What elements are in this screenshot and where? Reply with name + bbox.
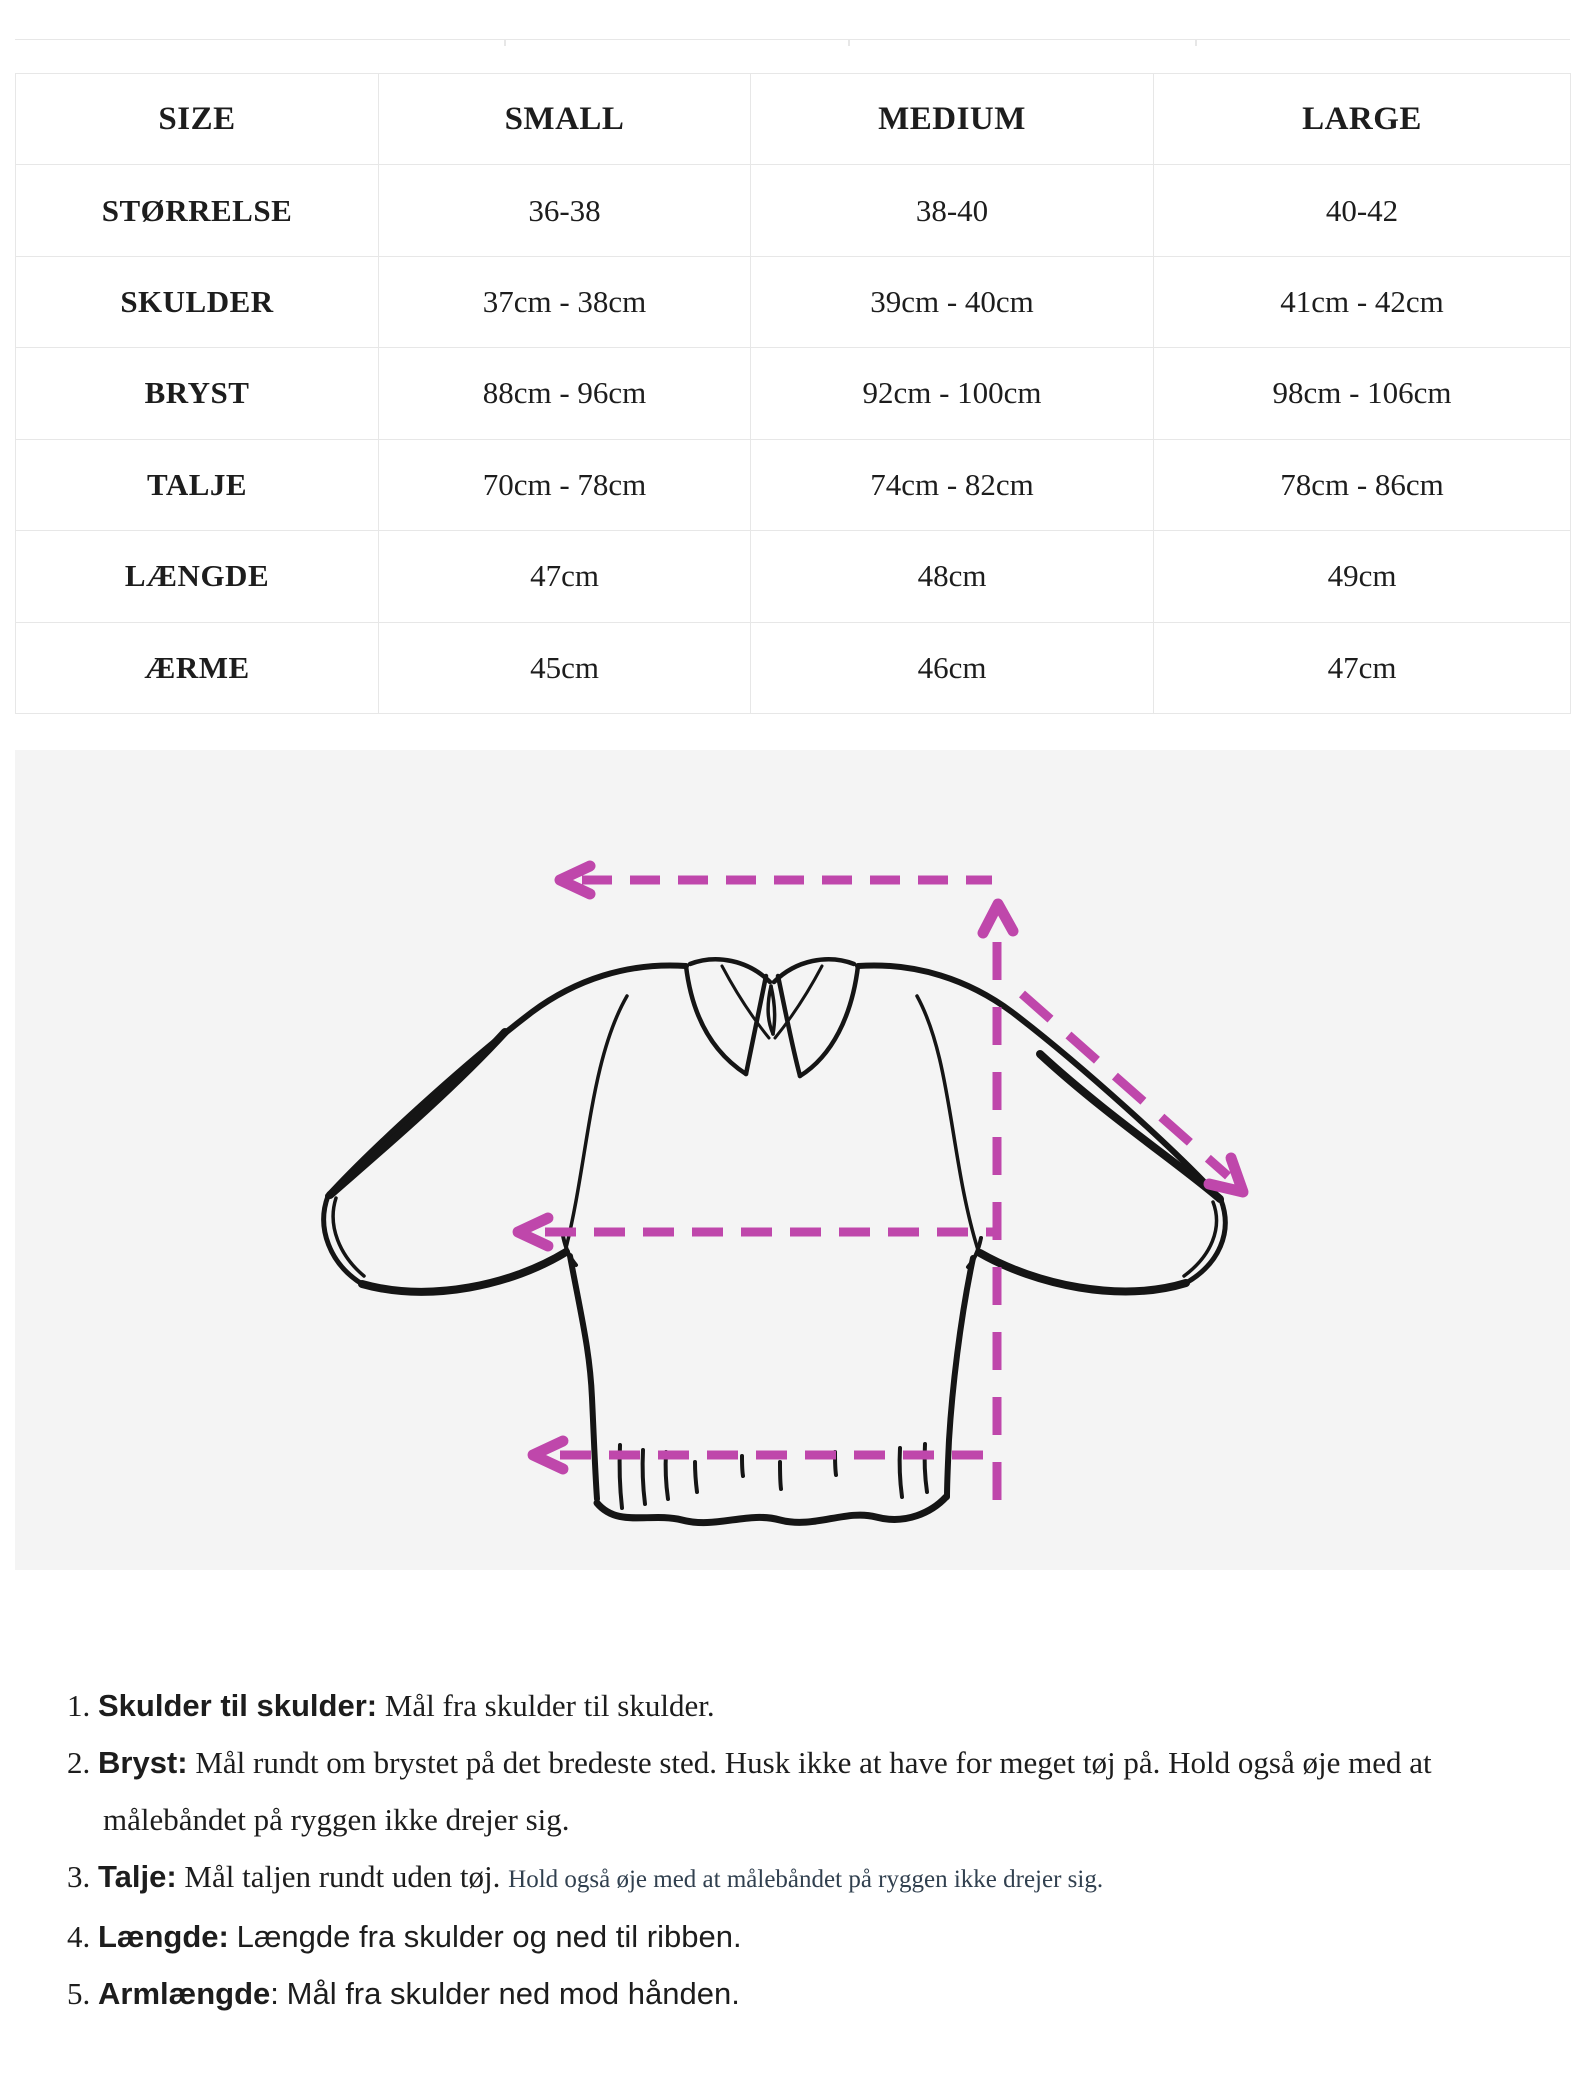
row-label: ÆRME (16, 622, 379, 713)
shoulder-measure-arrow (560, 866, 992, 894)
cell-value: 39cm - 40cm (751, 256, 1154, 347)
header-small: SMALL (379, 74, 751, 165)
cell-value: 46cm (751, 622, 1154, 713)
item-text-continued: målebåndet på ryggen ikke drejer sig. (103, 1802, 570, 1837)
instruction-item-3 (67, 1848, 1527, 1908)
cell-value: 36-38 (379, 165, 751, 256)
instruction-item-2 (67, 1734, 1527, 1848)
table-row (16, 622, 1571, 713)
collar (686, 959, 858, 1076)
chest-measure-arrow (518, 1218, 993, 1246)
cell-value: 38-40 (751, 165, 1154, 256)
table-row (16, 348, 1571, 439)
item-label: Talje: (98, 1859, 177, 1894)
cell-value: 74cm - 82cm (751, 439, 1154, 530)
sweater-diagram (15, 750, 1570, 1570)
instruction-item-5 (67, 1965, 1527, 2022)
item-number: 4. (67, 1919, 91, 1954)
cell-value: 40-42 (1154, 165, 1571, 256)
table-fragment-divider (1195, 40, 1197, 46)
table-row (16, 439, 1571, 530)
item-text: Mål fra skulder ned mod hånden. (286, 1976, 740, 2011)
item-number: 3. (67, 1859, 91, 1894)
item-number: 5. (67, 1976, 91, 2011)
table-row (16, 531, 1571, 622)
cell-value: 41cm - 42cm (1154, 256, 1571, 347)
header-medium: MEDIUM (751, 74, 1154, 165)
cell-value: 98cm - 106cm (1154, 348, 1571, 439)
cell-value: 47cm (379, 531, 751, 622)
sleeve-measure-arrow (1022, 994, 1243, 1192)
cell-value: 49cm (1154, 531, 1571, 622)
sweater-outline (324, 959, 1226, 1522)
item-number: 1. (67, 1688, 91, 1723)
row-label: TALJE (16, 439, 379, 530)
item-label: Armlængde (98, 1976, 271, 2011)
measurement-diagram-panel (15, 750, 1570, 1570)
row-label: STØRRELSE (16, 165, 379, 256)
instruction-item-1 (67, 1677, 1527, 1734)
size-table (15, 73, 1571, 714)
instruction-item-4 (67, 1908, 1527, 1965)
cell-value: 70cm - 78cm (379, 439, 751, 530)
top-table-fragment-border (15, 39, 1570, 40)
item-label: Skulder til skulder: (98, 1688, 378, 1723)
item-label: Længde: (98, 1919, 229, 1954)
row-label: LÆNGDE (16, 531, 379, 622)
header-large: LARGE (1154, 74, 1571, 165)
cell-value: 92cm - 100cm (751, 348, 1154, 439)
table-row (16, 256, 1571, 347)
table-fragment-divider (848, 40, 850, 46)
item-label-colon: : (270, 1976, 279, 2011)
instructions-list (67, 1677, 1527, 2022)
item-text: Længde fra skulder og ned til ribben. (236, 1919, 742, 1954)
table-fragment-divider (504, 40, 506, 46)
item-label: Bryst: (98, 1745, 188, 1780)
item-text: Mål fra skulder til skulder. (384, 1688, 715, 1723)
item-number: 2. (67, 1745, 91, 1780)
cell-value: 45cm (379, 622, 751, 713)
cell-value: 48cm (751, 531, 1154, 622)
item-small-text: Hold også øje med at målebåndet på ryggen ikke drejer sig. (508, 1866, 1104, 1893)
cell-value: 78cm - 86cm (1154, 439, 1571, 530)
row-label: SKULDER (16, 256, 379, 347)
item-text: Mål rundt om brystet på det bredeste sted. Husk ikke at have for meget tøj på. Hold også øje med at (195, 1745, 1432, 1780)
cell-value: 88cm - 96cm (379, 348, 751, 439)
header-size: SIZE (16, 74, 379, 165)
row-label: BRYST (16, 348, 379, 439)
table-header-row (16, 74, 1571, 165)
cell-value: 47cm (1154, 622, 1571, 713)
cell-value: 37cm - 38cm (379, 256, 751, 347)
item-text: Mål taljen rundt uden tøj. (184, 1859, 501, 1894)
table-row (16, 165, 1571, 256)
